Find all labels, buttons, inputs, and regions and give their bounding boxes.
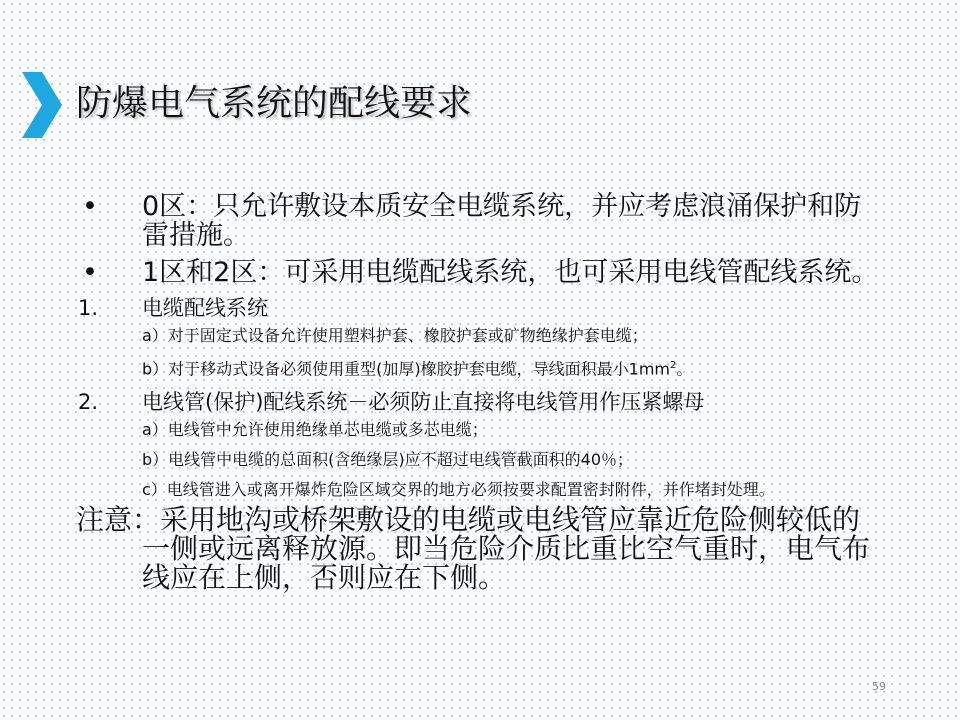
bullet-item-zone1-2	[76, 258, 886, 287]
sub-item-text: c）电线管进入或离开爆炸危险区域交界的地方必须按要求配置密封附件，并作堵封处理。	[142, 480, 775, 500]
section-heading-conduit-wiring	[76, 389, 886, 416]
sub-item-text: a）电线管中允许使用绝缘单芯电缆或多芯电缆；	[142, 420, 488, 440]
section-heading-text: 电线管(保护)配线系统－必须防止直接将电线管用作压紧螺母	[142, 390, 705, 415]
superscript: 2	[670, 360, 677, 371]
slide-title: 防爆电气系统的配线要求	[76, 83, 473, 124]
bullet-item-zone0	[76, 192, 886, 250]
chevron-right-icon	[20, 72, 64, 138]
sub-item	[76, 480, 886, 499]
section-heading-text: 电缆配线系统	[142, 296, 268, 320]
sub-item	[76, 356, 886, 378]
sub-item-text: a）对于固定式设备允许使用塑料护套、橡胶护套或矿物绝缘护套电缆；	[142, 326, 648, 345]
sub-item	[76, 420, 886, 439]
bullet-marker: •	[82, 191, 98, 222]
sub-item-text-end: 。	[676, 359, 693, 379]
page-number: 59	[872, 680, 886, 693]
bullet-text: 0区：只允许敷设本质安全电缆系统，并应考虑浪涌保护和防雷措施。	[142, 191, 862, 251]
sub-item	[76, 450, 886, 469]
sub-item-text: b）对于移动式设备必须使用重型(加厚)橡胶护套电缆，导线面积最小1mm	[142, 359, 670, 379]
chevron-shape	[22, 72, 62, 138]
note-paragraph: 注意：采用地沟或桥架敷设的电缆或电线管应靠近危险侧较低的一侧或远离释放源。即当危险介质比重比空气重时，电气布线应在上侧，否则应在下侧。	[76, 503, 871, 595]
sub-item-text: b）电线管中电缆的总面积(含绝缘层)应不超过电线管截面积的40％；	[142, 450, 634, 470]
bullet-text: 1区和2区：可采用电缆配线系统，也可采用电线管配线系统。	[142, 257, 879, 288]
sub-item	[76, 326, 886, 345]
bullet-marker: •	[82, 257, 98, 288]
slide-content	[76, 191, 886, 595]
section-number: 1.	[78, 296, 99, 320]
section-heading-cable-wiring	[76, 295, 886, 322]
section-number: 2.	[78, 390, 99, 415]
